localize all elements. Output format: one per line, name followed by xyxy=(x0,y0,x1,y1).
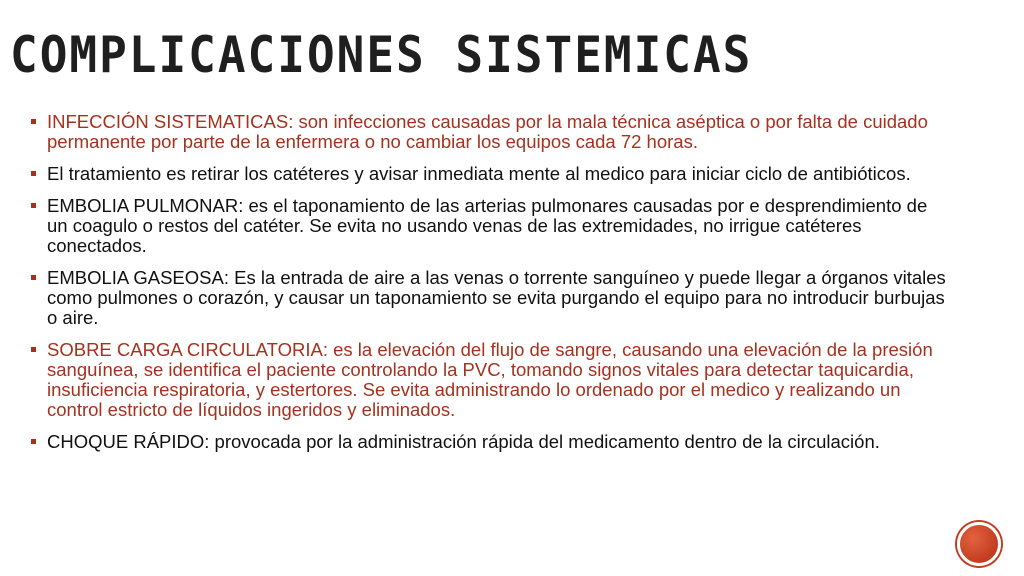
square-bullet-icon xyxy=(31,203,36,208)
list-item xyxy=(28,164,948,184)
list-item xyxy=(28,112,948,152)
list-item xyxy=(28,340,948,420)
bullet-list xyxy=(28,112,948,464)
list-item-text: CHOQUE RÁPIDO: provocada por la administración rápida del medicamento dentro de la circulación. xyxy=(47,431,880,452)
list-item xyxy=(28,432,948,452)
square-bullet-icon xyxy=(31,275,36,280)
list-item-text: SOBRE CARGA CIRCULATORIA: es la elevación del flujo de sangre, causando una elevación de la presión sanguínea, se identifica el paciente controlando la PVC, tomando signos vitales para detectar taquicardia, insuficiencia respiratoria, y estertores. Se evita administrando lo ordenado por el medico y realizando un control estricto de líquidos ingeridos y eliminados. xyxy=(47,339,933,420)
square-bullet-icon xyxy=(31,171,36,176)
square-bullet-icon xyxy=(31,347,36,352)
square-bullet-icon xyxy=(31,119,36,124)
list-item-text: INFECCIÓN SISTEMATICAS: son infecciones causadas por la mala técnica aséptica o por falta de cuidado permanente por parte de la enfermera o no cambiar los equipos cada 72 horas. xyxy=(47,111,928,152)
list-item xyxy=(28,268,948,328)
list-item-text: EMBOLIA GASEOSA: Es la entrada de aire a las venas o torrente sanguíneo y puede llegar a órganos vitales como pulmones o corazón, y causar un taponamiento se evita purgando el equipo para no introducir burbujas o aire. xyxy=(47,267,946,328)
list-item-text: El tratamiento es retirar los catéteres y avisar inmediata mente al medico para iniciar ciclo de antibióticos. xyxy=(47,163,911,184)
list-item-text: EMBOLIA PULMONAR: es el taponamiento de las arterias pulmonares causadas por e desprendimiento de un coagulo o restos del catéter. Se evita no usando venas de las extremidades, no irrigue catéteres conectados. xyxy=(47,195,928,256)
square-bullet-icon xyxy=(31,439,36,444)
decorative-circle-icon xyxy=(957,522,1001,566)
slide-title: COMPLICACIONES SISTEMICAS xyxy=(10,25,753,84)
list-item xyxy=(28,196,948,256)
